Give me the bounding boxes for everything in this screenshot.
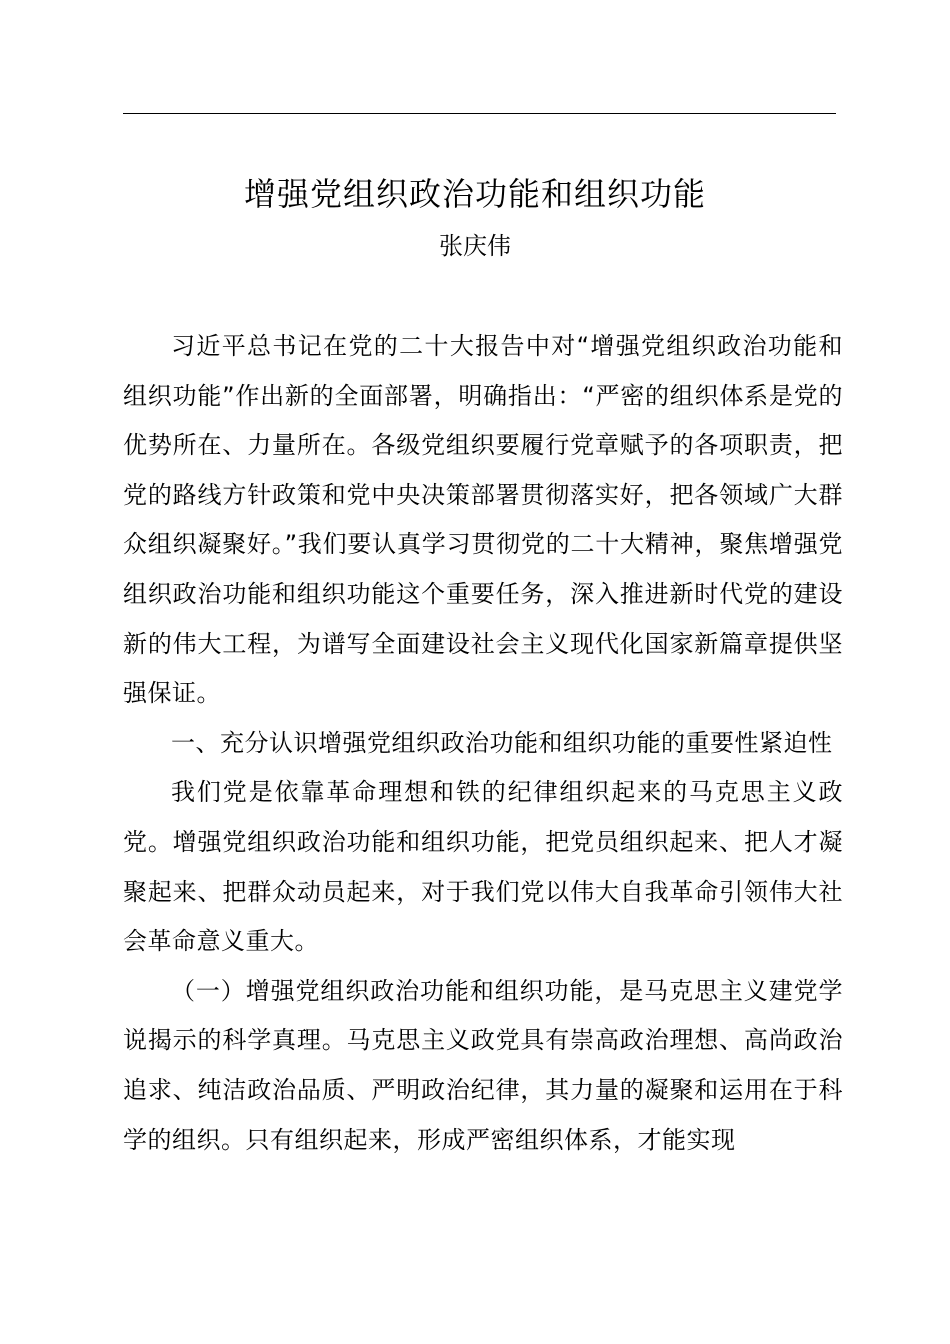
document-body [123,322,843,1165]
paragraph-section-1: 我们党是依靠革命理想和铁的纪律组织起来的马克思主义政党。增强党组织政治功能和组织功能，把党员组织起来、把人才凝聚起来、把群众动员起来，对于我们党以伟大自我革命引领伟大社会革命意义重大。 [123,778,843,956]
author-name: 张庆伟 [439,232,511,260]
paragraph-subsection-1: （一）增强党组织政治功能和组织功能，是马克思主义建党学说揭示的科学真理。马克思主义政党具有崇高政治理想、高尚政治追求、纯洁政治品质、严明政治纪律，其力量的凝聚和运用在于科学的组织。只有组织起来，形成严密组织体系，才能实现 [123,976,843,1154]
document-title: 增强党组织政治功能和组织功能 [243,175,706,213]
header-rule [123,113,836,114]
section-heading-1: 一、充分认识增强党组织政治功能和组织功能的重要性紧迫性 [171,728,833,757]
paragraph-intro: 习近平总书记在党的二十大报告中对“增强党组织政治功能和组织功能”作出新的全面部署，明确指出：“严密的组织体系是党的优势所在、力量所在。各级党组织要履行党章赋予的各项职责，把党的路线方针政策和党中央决策部署贯彻落实好，把各领域广大群众组织凝聚好。”我们要认真学习贯彻党的二十大精神，聚焦增强党组织政治功能和组织功能这个重要任务，深入推进新时代党的建设新的伟大工程，为谱写全面建设社会主义现代化国家新篇章提供坚强保证。 [123,332,843,708]
